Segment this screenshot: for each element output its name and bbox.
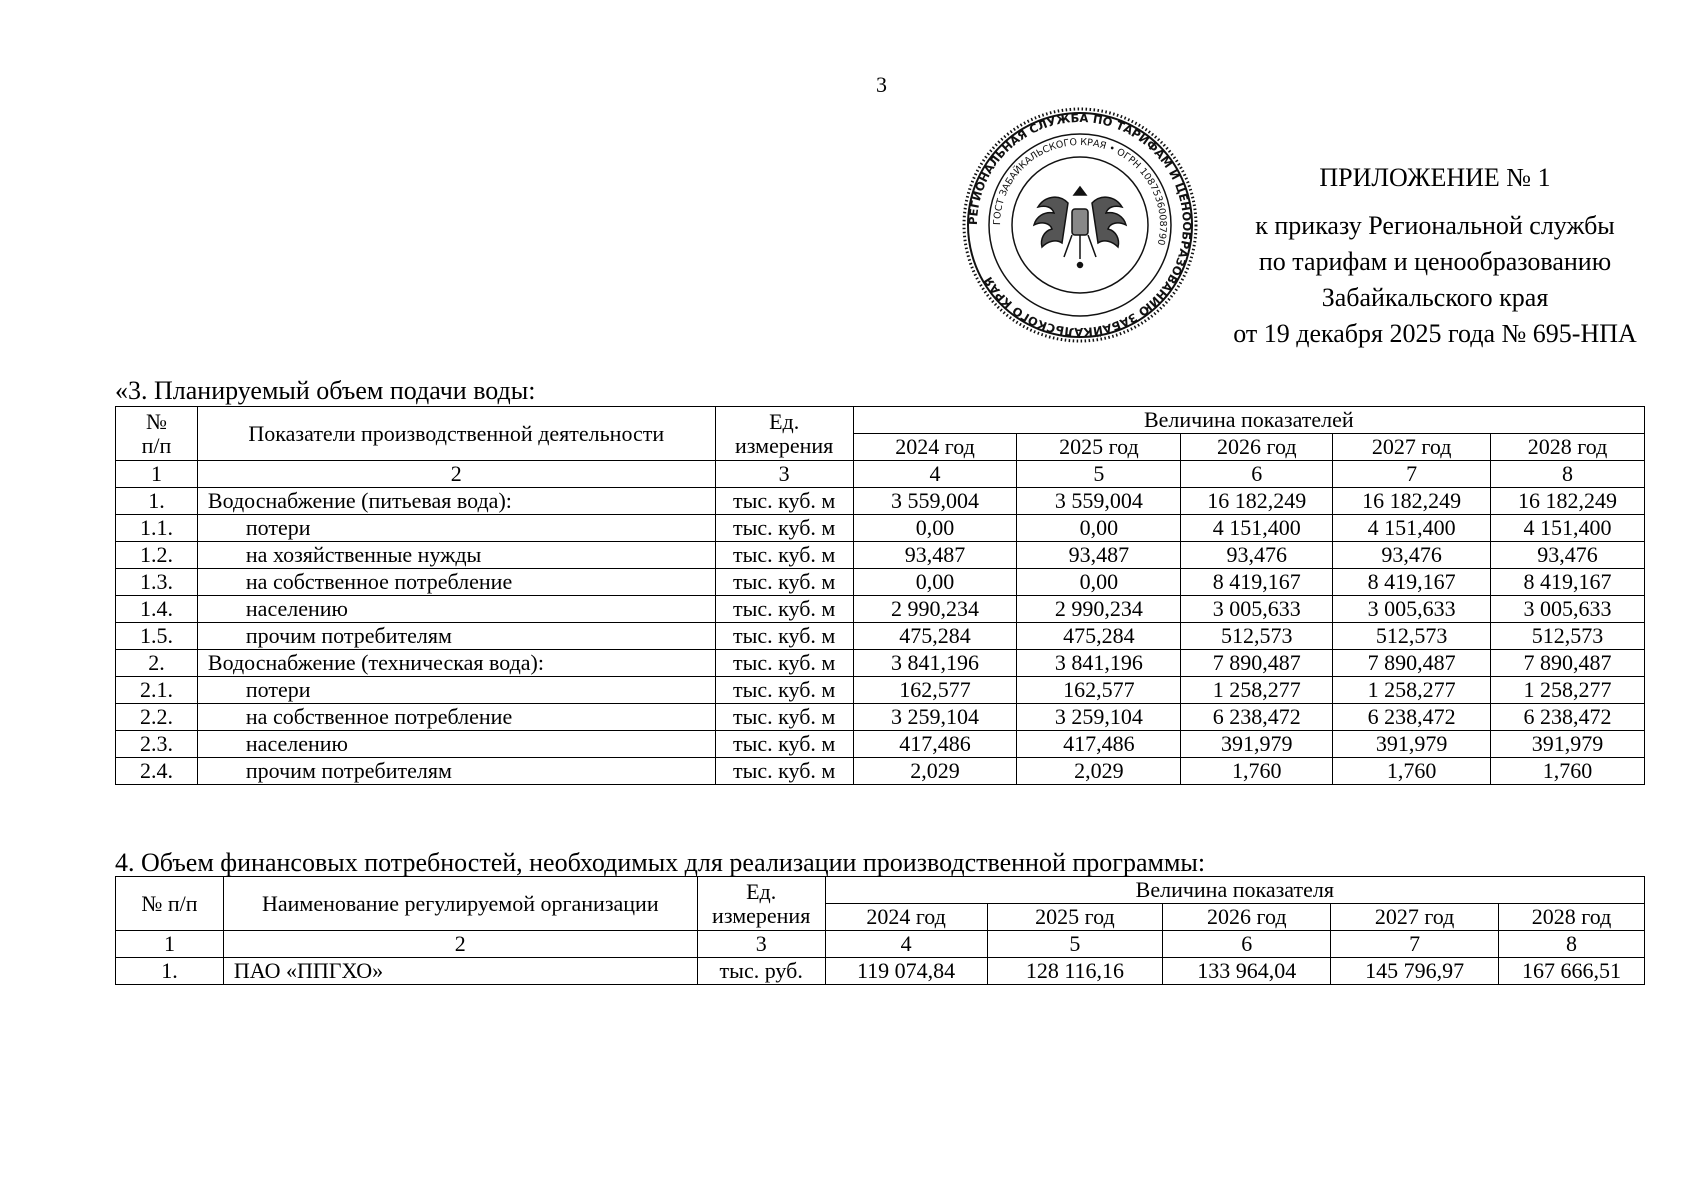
header-values-title: Величина показателя [825,877,1644,904]
header-num-line1: № [145,408,167,434]
row-number: 1.4. [116,596,198,623]
column-number: 7 [1331,931,1499,958]
column-number: 8 [1499,931,1645,958]
row-value: 93,476 [1181,542,1333,569]
row-number: 1.2. [116,542,198,569]
page-number: 3 [876,72,887,97]
column-number: 6 [1163,931,1331,958]
row-name: населению [197,596,715,623]
row-number: 1. [116,488,198,515]
table-row [116,731,1645,758]
column-number: 5 [1017,461,1181,488]
row-value: 2,029 [853,758,1017,785]
table-row [116,704,1645,731]
row-name: Водоснабжение (питьевая вода): [197,488,715,515]
header-year: 2024 год [825,904,987,931]
header-unit-line2: измерения [712,902,811,928]
row-value: 7 890,487 [1491,650,1645,677]
row-unit: тыс. руб. [697,958,825,985]
row-value: 512,573 [1333,623,1491,650]
header-year: 2025 год [1017,434,1181,461]
row-unit: тыс. куб. м [715,596,853,623]
column-number: 5 [987,931,1163,958]
row-value: 128 116,16 [987,958,1163,985]
table-row [116,958,1645,985]
column-number: 6 [1181,461,1333,488]
row-unit: тыс. куб. м [715,515,853,542]
row-value: 145 796,97 [1331,958,1499,985]
row-value: 1,760 [1491,758,1645,785]
header-year: 2028 год [1491,434,1645,461]
row-unit: тыс. куб. м [715,488,853,515]
header-year: 2026 год [1181,434,1333,461]
row-unit: тыс. куб. м [715,623,853,650]
stamp-inner-text: ГОСТ ЗАБАЙКАЛЬСКОГО КРАЯ • ОГРН 1087536008790 [991,136,1169,247]
header-unit [697,877,825,931]
column-number: 4 [853,461,1017,488]
row-number: 2.2. [116,704,198,731]
row-value: 8 419,167 [1333,569,1491,596]
table-row [116,569,1645,596]
column-number: 2 [197,461,715,488]
header-indicator: Показатели производственной деятельности [197,407,715,461]
row-number: 1.1. [116,515,198,542]
row-value: 3 841,196 [853,650,1017,677]
table-row [116,677,1645,704]
row-number: 1.5. [116,623,198,650]
row-name: на собственное потребление [197,569,715,596]
financial-needs-table [115,876,1645,985]
header-year: 2027 год [1333,434,1491,461]
row-unit: тыс. куб. м [715,758,853,785]
row-value: 0,00 [1017,569,1181,596]
header-year: 2027 год [1331,904,1499,931]
appendix-line-2: по тарифам и ценообразованию [1258,247,1612,276]
column-number-row [116,461,1645,488]
row-value: 16 182,249 [1491,488,1645,515]
row-value: 3 259,104 [853,704,1017,731]
header-organization: Наименование регулируемой организации [223,877,697,931]
header-num [116,407,198,461]
header-unit-line1: Ед. [746,878,777,904]
row-value: 3 005,633 [1333,596,1491,623]
appendix-title: ПРИЛОЖЕНИЕ № 1 [1319,163,1551,192]
table-row [116,488,1645,515]
header-unit-line1: Ед. [769,408,800,434]
row-value: 417,486 [1017,731,1181,758]
column-number: 8 [1491,461,1645,488]
header-year: 2028 год [1499,904,1645,931]
row-name: прочим потребителям [197,758,715,785]
row-value: 2 990,234 [853,596,1017,623]
row-value: 0,00 [853,569,1017,596]
row-value: 6 238,472 [1491,704,1645,731]
header-num: № п/п [116,877,224,931]
table-row [116,623,1645,650]
row-name: прочим потребителям [197,623,715,650]
row-value: 2,029 [1017,758,1181,785]
row-value: 3 841,196 [1017,650,1181,677]
coat-of-arms-icon [1034,187,1126,268]
row-unit: тыс. куб. м [715,542,853,569]
row-value: 162,577 [1017,677,1181,704]
row-value: 391,979 [1491,731,1645,758]
row-name: Водоснабжение (техническая вода): [197,650,715,677]
water-supply-volume-table [115,406,1645,785]
row-value: 167 666,51 [1499,958,1645,985]
section-4-title: 4. Объем финансовых потребностей, необходимых для реализации производственной программы: [115,848,1206,877]
row-number: 2.1. [116,677,198,704]
row-value: 3 559,004 [853,488,1017,515]
row-value: 4 151,400 [1333,515,1491,542]
row-value: 475,284 [853,623,1017,650]
header-num-line2: п/п [141,432,172,458]
row-value: 512,573 [1491,623,1645,650]
row-value: 16 182,249 [1181,488,1333,515]
row-number: 2. [116,650,198,677]
row-value: 2 990,234 [1017,596,1181,623]
appendix-line-4: от 19 декабря 2025 года № 695-НПА [1233,319,1637,348]
row-value: 3 259,104 [1017,704,1181,731]
row-name: ПАО «ППГХО» [223,958,697,985]
row-number: 1.3. [116,569,198,596]
column-number: 2 [223,931,697,958]
header-unit [715,407,853,461]
row-unit: тыс. куб. м [715,731,853,758]
column-number: 1 [116,931,224,958]
row-name: потери [197,515,715,542]
row-value: 8 419,167 [1181,569,1333,596]
row-value: 16 182,249 [1333,488,1491,515]
row-number: 2.4. [116,758,198,785]
row-value: 0,00 [1017,515,1181,542]
row-value: 4 151,400 [1181,515,1333,542]
row-value: 0,00 [853,515,1017,542]
header-year: 2024 год [853,434,1017,461]
row-value: 1,760 [1181,758,1333,785]
row-value: 7 890,487 [1333,650,1491,677]
row-value: 475,284 [1017,623,1181,650]
row-value: 93,487 [1017,542,1181,569]
row-value: 6 238,472 [1181,704,1333,731]
table-row [116,596,1645,623]
header-year: 2025 год [987,904,1163,931]
table-row [116,515,1645,542]
header-unit-line2: измерения [735,432,834,458]
row-value: 119 074,84 [825,958,987,985]
appendix-header [1140,160,1697,352]
row-name: на собственное потребление [197,704,715,731]
row-value: 391,979 [1181,731,1333,758]
row-value: 3 559,004 [1017,488,1181,515]
row-value: 93,487 [853,542,1017,569]
row-value: 1 258,277 [1491,677,1645,704]
section-3-title: «3. Планируемый объем подачи воды: [115,376,536,405]
row-value: 512,573 [1181,623,1333,650]
row-value: 93,476 [1333,542,1491,569]
row-unit: тыс. куб. м [715,569,853,596]
row-value: 4 151,400 [1491,515,1645,542]
row-value: 8 419,167 [1491,569,1645,596]
row-number: 1. [116,958,224,985]
row-value: 1,760 [1333,758,1491,785]
row-value: 6 238,472 [1333,704,1491,731]
row-value: 391,979 [1333,731,1491,758]
row-unit: тыс. куб. м [715,677,853,704]
appendix-line-3: Забайкальского края [1321,283,1549,312]
row-name: населению [197,731,715,758]
row-number: 2.3. [116,731,198,758]
header-values-title: Величина показателей [853,407,1644,434]
row-value: 1 258,277 [1181,677,1333,704]
column-number: 3 [715,461,853,488]
column-number: 1 [116,461,198,488]
table-row [116,758,1645,785]
row-unit: тыс. куб. м [715,650,853,677]
row-name: на хозяйственные нужды [197,542,715,569]
row-name: потери [197,677,715,704]
row-value: 7 890,487 [1181,650,1333,677]
row-value: 162,577 [853,677,1017,704]
column-number: 3 [697,931,825,958]
column-number: 4 [825,931,987,958]
table-row [116,542,1645,569]
row-value: 417,486 [853,731,1017,758]
table-row [116,650,1645,677]
column-number-row [116,931,1645,958]
row-unit: тыс. куб. м [715,704,853,731]
row-value: 3 005,633 [1181,596,1333,623]
stamp-outer-text: РЕГИОНАЛЬНАЯ СЛУЖБА ПО ТАРИФАМ И ЦЕНООБРАЗОВАНИЮ ЗАБАЙКАЛЬСКОГО КРАЯ [965,110,1195,340]
row-value: 3 005,633 [1491,596,1645,623]
row-value: 133 964,04 [1163,958,1331,985]
row-value: 1 258,277 [1333,677,1491,704]
header-year: 2026 год [1163,904,1331,931]
column-number: 7 [1333,461,1491,488]
row-value: 93,476 [1491,542,1645,569]
appendix-line-1: к приказу Региональной службы [1255,211,1615,240]
